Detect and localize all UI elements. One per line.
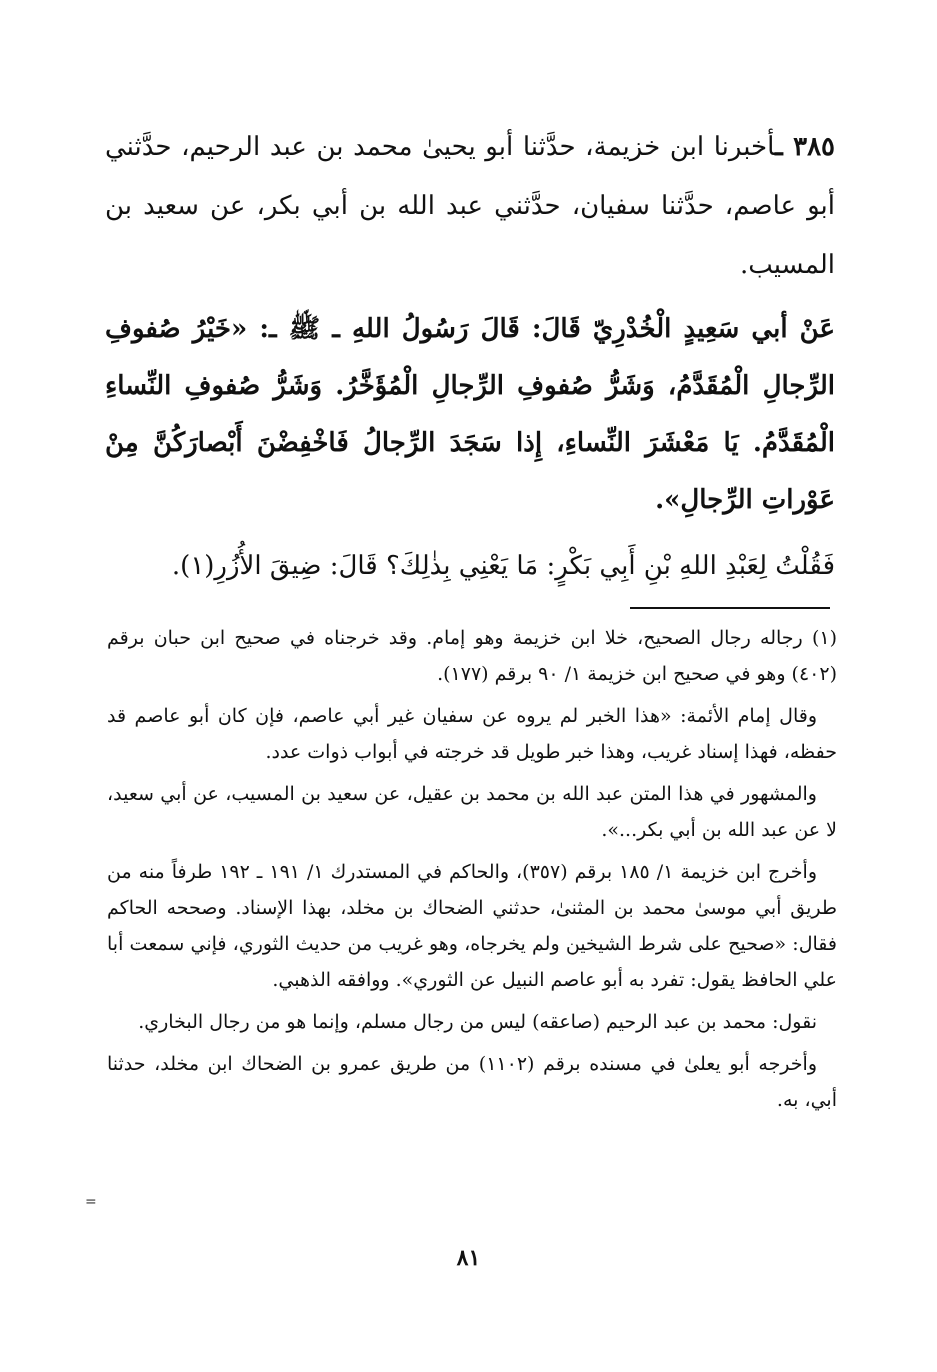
hadith-text: عَنْ أبي سَعِيدٍ الْخُدْرِيّ قَالَ: قَالَ رَسُولُ اللهِ ـ ﷺ ـ: «خَيْرُ صُفوفِ الرِّجالِ الْمُقَدَّمُ، وَشَرُّ صُفوفِ الرِّجالِ الْمُؤَخَّرُ. وَشَرُّ صُفوفِ النِّساءِ الْمُقَدَّمُ. يَا مَعْشَرَ النِّساءِ، إِذا سَجَدَ الرِّجالُ فَاخْفِضْنَ أَبْصارَكُنَّ مِنْ عَوْراتِ الرِّجالِ». [105,314,835,515]
footnote-paragraph: والمشهور في هذا المتن عبد الله بن محمد بن عقيل، عن سعيد بن المسيب، عن أبي سعيد، لا عن عبد الله بن أبي بكر...». [107,783,837,841]
isnad-paragraph [105,118,835,295]
footnote-paragraph: وأخرجه أبو يعلىٰ في مسنده برقم (١١٠٢) من طريق عمرو بن الضحاك ابن مخلد، حدثنا أبي، به. [107,1053,837,1111]
footnote-separator [630,607,830,609]
hadith-number: ٣٨٥ ـ [775,132,836,162]
footnote-1: (١) رجاله رجال الصحيح، خلا ابن خزيمة وهو إمام. وقد خرجناه في صحيح ابن حبان برقم (٤٠٢) وهو في صحيح ابن خزيمة ١/ ٩٠ برقم (١٧٧). [107,627,837,685]
main-text [105,118,835,596]
page-number: ٨١ [456,1245,481,1271]
footnotes [107,620,837,1124]
isnad-text: أخبرنا ابن خزيمة، حدَّثنا أبو يحيىٰ محمد بن عبد الرحيم، حدَّثني أبو عاصم، حدَّثنا سفيان، حدَّثني عبد الله بن أبي بكر، عن سعيد بن المسيب. [105,132,835,280]
footnote-paragraph: نقول: محمد بن عبد الرحيم (صاعقه) ليس من رجال مسلم، وإنما هو من رجال البخاري. [138,1011,817,1033]
margin-mark: = [85,1194,97,1210]
footnote-paragraph: وقال إمام الأئمة: «هذا الخبر لم يروه عن سفيان غير أبي عاصم، فإن كان أبو عاصم قد حفظه، فهذا إسناد غريب، وهذا خبر طويل قد خرجته في أبواب ذوات عدد. [107,705,837,763]
footnote-paragraph: وأخرج ابن خزيمة ١/ ١٨٥ برقم (٣٥٧)، والحاكم في المستدرك ١/ ١٩١ ـ ١٩٢ طرفاً منه من طريق أبي موسىٰ محمد بن المثنىٰ، حدثني الضحاك بن مخلد، بهذا الإسناد. وصححه الحاكم فقال: «صحيح على شرط الشيخين ولم يخرجاه، وهو غريب من حديث الثوري، فإني سمعت أبا علي الحافظ يقول: تفرد به أبو عاصم النبيل عن الثوري». ووافقه الذهبي. [107,861,837,991]
question-text: فَقُلْتُ لِعَبْدِ اللهِ بْنِ أَبِي بَكْرٍ: مَا يَعْنِي بِذٰلِكَ؟ قَالَ: ضِيقَ الأُزُرِ(١). [171,551,835,581]
